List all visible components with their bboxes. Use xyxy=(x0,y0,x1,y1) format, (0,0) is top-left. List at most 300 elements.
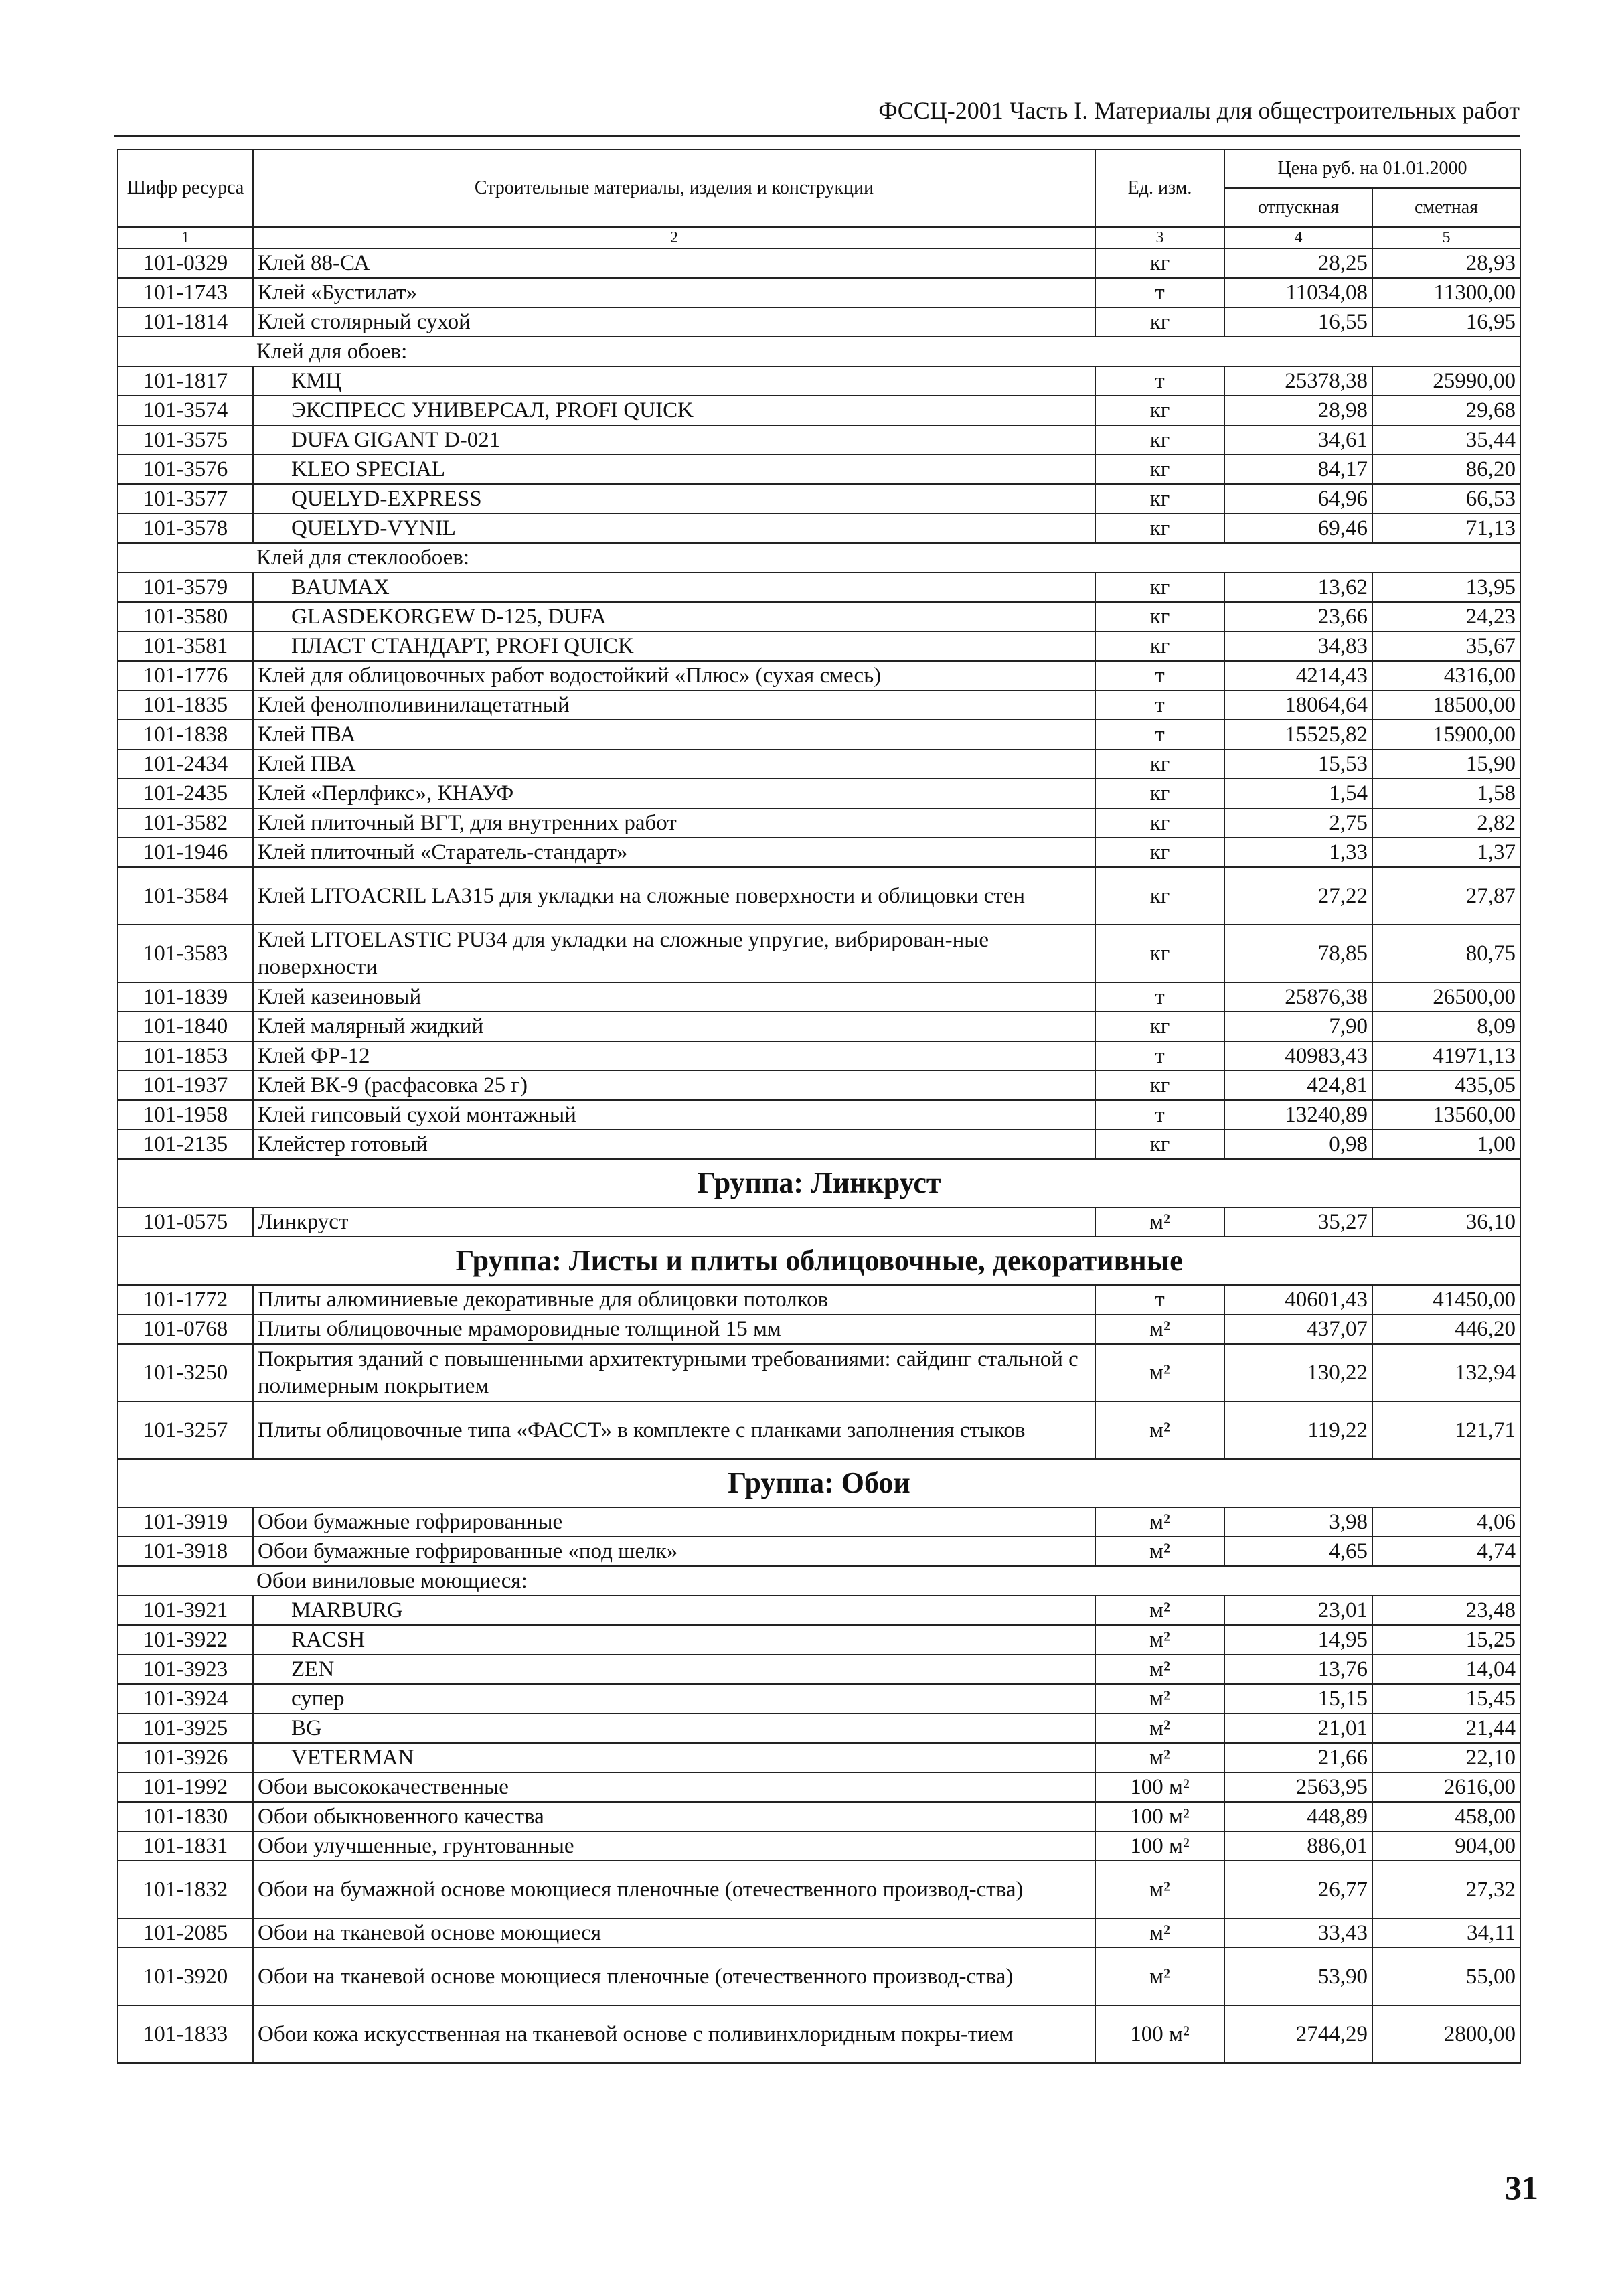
table-body xyxy=(118,248,1520,2063)
table-row xyxy=(118,1596,1520,1625)
release-price: 78,85 xyxy=(1224,925,1372,982)
material-name: KLEO SPECIAL xyxy=(253,455,1095,484)
header-estimate: сметная xyxy=(1372,188,1520,227)
estimate-price: 15,45 xyxy=(1372,1684,1520,1713)
table-row xyxy=(118,1802,1520,1831)
release-price: 33,43 xyxy=(1224,1918,1372,1948)
material-name: супер xyxy=(253,1684,1095,1713)
unit-of-measure: кг xyxy=(1095,396,1224,425)
release-price: 40601,43 xyxy=(1224,1285,1372,1314)
table-row xyxy=(118,779,1520,808)
estimate-price: 13560,00 xyxy=(1372,1100,1520,1130)
resource-code: 101-0575 xyxy=(118,1207,253,1237)
material-name: Обои на тканевой основе моющиеся xyxy=(253,1918,1095,1948)
estimate-price: 446,20 xyxy=(1372,1314,1520,1344)
material-name: Клей «Перлфикс», КНАУФ xyxy=(253,779,1095,808)
table-row xyxy=(118,1100,1520,1130)
resource-code: 101-1992 xyxy=(118,1772,253,1802)
release-price: 18064,64 xyxy=(1224,690,1372,720)
estimate-price: 18500,00 xyxy=(1372,690,1520,720)
material-name: Клей плиточный ВГТ, для внутренних работ xyxy=(253,808,1095,838)
release-price: 21,66 xyxy=(1224,1743,1372,1772)
price-table xyxy=(117,149,1521,2064)
estimate-price: 41971,13 xyxy=(1372,1041,1520,1071)
table-row xyxy=(118,808,1520,838)
material-name: DUFA GIGANT D-021 xyxy=(253,425,1095,455)
release-price: 2563,95 xyxy=(1224,1772,1372,1802)
unit-of-measure: кг xyxy=(1095,514,1224,543)
estimate-price: 4,74 xyxy=(1372,1537,1520,1566)
unit-of-measure: м² xyxy=(1095,1713,1224,1743)
release-price: 15525,82 xyxy=(1224,720,1372,749)
estimate-price: 55,00 xyxy=(1372,1948,1520,2005)
material-name: BG xyxy=(253,1713,1095,1743)
unit-of-measure: 100 м² xyxy=(1095,1831,1224,1861)
unit-of-measure: т xyxy=(1095,1041,1224,1071)
material-name: MARBURG xyxy=(253,1596,1095,1625)
estimate-price: 41450,00 xyxy=(1372,1285,1520,1314)
resource-code: 101-3580 xyxy=(118,602,253,631)
table-row xyxy=(118,455,1520,484)
estimate-price: 28,93 xyxy=(1372,248,1520,278)
unit-of-measure: 100 м² xyxy=(1095,1802,1224,1831)
release-price: 1,54 xyxy=(1224,779,1372,808)
subheading-row xyxy=(118,1566,1520,1596)
release-price: 34,61 xyxy=(1224,425,1372,455)
release-price: 14,95 xyxy=(1224,1625,1372,1655)
unit-of-measure: т xyxy=(1095,1285,1224,1314)
resource-code: 101-2135 xyxy=(118,1130,253,1159)
unit-of-measure: м² xyxy=(1095,1401,1224,1459)
resource-code: 101-3257 xyxy=(118,1401,253,1459)
material-name: Обои обыкновенного качества xyxy=(253,1802,1095,1831)
unit-of-measure: кг xyxy=(1095,1130,1224,1159)
table-row xyxy=(118,1012,1520,1041)
header-name: Строительные материалы, изделия и конструкции xyxy=(253,149,1095,227)
unit-of-measure: 100 м² xyxy=(1095,2005,1224,2063)
material-name: Клей ФР-12 xyxy=(253,1041,1095,1071)
material-name: Покрытия зданий с повышенными архитектурными требованиями: сайдинг стальной с полимерным покрытием xyxy=(253,1344,1095,1401)
material-name: Клей LITOELASTIC PU34 для укладки на сложные упругие, вибрирован-ные поверхности xyxy=(253,925,1095,982)
release-price: 130,22 xyxy=(1224,1344,1372,1401)
estimate-price: 23,48 xyxy=(1372,1596,1520,1625)
estimate-price: 15900,00 xyxy=(1372,720,1520,749)
resource-code: 101-1817 xyxy=(118,366,253,396)
resource-code: 101-0329 xyxy=(118,248,253,278)
resource-code: 101-3575 xyxy=(118,425,253,455)
unit-of-measure: м² xyxy=(1095,1743,1224,1772)
estimate-price: 1,58 xyxy=(1372,779,1520,808)
resource-code: 101-1814 xyxy=(118,307,253,337)
table-row xyxy=(118,514,1520,543)
header-price: Цена руб. на 01.01.2000 xyxy=(1224,149,1520,188)
estimate-price: 4316,00 xyxy=(1372,661,1520,690)
table-row xyxy=(118,867,1520,925)
unit-of-measure: кг xyxy=(1095,631,1224,661)
material-name: Клей LITOACRIL LA315 для укладки на сложные поверхности и облицовки стен xyxy=(253,867,1095,925)
resource-code: 101-3919 xyxy=(118,1507,253,1537)
unit-of-measure: кг xyxy=(1095,838,1224,867)
unit-of-measure: кг xyxy=(1095,808,1224,838)
material-name: Плиты алюминиевые декоративные для облицовки потолков xyxy=(253,1285,1095,1314)
unit-of-measure: кг xyxy=(1095,307,1224,337)
unit-of-measure: м² xyxy=(1095,1207,1224,1237)
unit-of-measure: м² xyxy=(1095,1314,1224,1344)
resource-code: 101-3584 xyxy=(118,867,253,925)
table-row xyxy=(118,925,1520,982)
estimate-price: 132,94 xyxy=(1372,1344,1520,1401)
material-name: Клей ПВА xyxy=(253,720,1095,749)
material-name: Клей для облицовочных работ водостойкий «Плюс» (сухая смесь) xyxy=(253,661,1095,690)
material-name: ЭКСПРЕСС УНИВЕРСАЛ, PROFI QUICK xyxy=(253,396,1095,425)
table-row xyxy=(118,572,1520,602)
estimate-price: 4,06 xyxy=(1372,1507,1520,1537)
material-name: Клей плиточный «Старатель-стандарт» xyxy=(253,838,1095,867)
estimate-price: 1,00 xyxy=(1372,1130,1520,1159)
unit-of-measure: кг xyxy=(1095,925,1224,982)
unit-of-measure: т xyxy=(1095,278,1224,307)
material-name: Обои высококачественные xyxy=(253,1772,1095,1802)
unit-of-measure: кг xyxy=(1095,455,1224,484)
material-name: Клей фенолполивинилацетатный xyxy=(253,690,1095,720)
resource-code: 101-3582 xyxy=(118,808,253,838)
table-row xyxy=(118,1071,1520,1100)
release-price: 64,96 xyxy=(1224,484,1372,514)
material-name: Клей ПВА xyxy=(253,749,1095,779)
estimate-price: 121,71 xyxy=(1372,1401,1520,1459)
resource-code: 101-1831 xyxy=(118,1831,253,1861)
resource-code: 101-3577 xyxy=(118,484,253,514)
table-row xyxy=(118,690,1520,720)
resource-code: 101-1839 xyxy=(118,982,253,1012)
unit-of-measure: кг xyxy=(1095,248,1224,278)
resource-code: 101-3574 xyxy=(118,396,253,425)
column-number: 1 xyxy=(118,227,253,248)
estimate-price: 2616,00 xyxy=(1372,1772,1520,1802)
release-price: 1,33 xyxy=(1224,838,1372,867)
table-row xyxy=(118,1713,1520,1743)
group-title: Группа: Листы и плиты облицовочные, декоративные xyxy=(118,1237,1520,1285)
estimate-price: 35,44 xyxy=(1372,425,1520,455)
estimate-price: 66,53 xyxy=(1372,484,1520,514)
unit-of-measure: м² xyxy=(1095,1625,1224,1655)
table-row xyxy=(118,484,1520,514)
table-row xyxy=(118,1743,1520,1772)
table-row xyxy=(118,425,1520,455)
material-name: Клей столярный сухой xyxy=(253,307,1095,337)
material-name: Клей гипсовый сухой монтажный xyxy=(253,1100,1095,1130)
material-name: Плиты облицовочные типа «ФАССТ» в комплекте с планками заполнения стыков xyxy=(253,1401,1095,1459)
resource-code: 101-1958 xyxy=(118,1100,253,1130)
unit-of-measure: т xyxy=(1095,661,1224,690)
resource-code: 101-3922 xyxy=(118,1625,253,1655)
page-number: 31 xyxy=(1505,2169,1538,2206)
resource-code: 101-1853 xyxy=(118,1041,253,1071)
estimate-price: 15,90 xyxy=(1372,749,1520,779)
release-price: 437,07 xyxy=(1224,1314,1372,1344)
release-price: 53,90 xyxy=(1224,1948,1372,2005)
resource-code: 101-1776 xyxy=(118,661,253,690)
estimate-price: 2,82 xyxy=(1372,808,1520,838)
table-row xyxy=(118,838,1520,867)
estimate-price: 904,00 xyxy=(1372,1831,1520,1861)
estimate-price: 86,20 xyxy=(1372,455,1520,484)
resource-code: 101-1840 xyxy=(118,1012,253,1041)
release-price: 0,98 xyxy=(1224,1130,1372,1159)
table-row xyxy=(118,366,1520,396)
release-price: 2,75 xyxy=(1224,808,1372,838)
material-name: RACSH xyxy=(253,1625,1095,1655)
table-row xyxy=(118,602,1520,631)
unit-of-measure: кг xyxy=(1095,425,1224,455)
unit-of-measure: 100 м² xyxy=(1095,1772,1224,1802)
release-price: 35,27 xyxy=(1224,1207,1372,1237)
release-price: 15,15 xyxy=(1224,1684,1372,1713)
estimate-price: 16,95 xyxy=(1372,307,1520,337)
unit-of-measure: кг xyxy=(1095,602,1224,631)
resource-code: 101-3576 xyxy=(118,455,253,484)
table-row xyxy=(118,661,1520,690)
unit-of-measure: м² xyxy=(1095,1507,1224,1537)
resource-code: 101-1835 xyxy=(118,690,253,720)
table-row xyxy=(118,1537,1520,1566)
table-row xyxy=(118,1344,1520,1401)
table-row xyxy=(118,396,1520,425)
resource-code: 101-2434 xyxy=(118,749,253,779)
material-name: Клейстер готовый xyxy=(253,1130,1095,1159)
resource-code: 101-3920 xyxy=(118,1948,253,2005)
header-unit: Ед. изм. xyxy=(1095,149,1224,227)
estimate-price: 27,87 xyxy=(1372,867,1520,925)
unit-of-measure: кг xyxy=(1095,572,1224,602)
material-name: Обои бумажные гофрированные xyxy=(253,1507,1095,1537)
material-name: Клей ВК-9 (расфасовка 25 г) xyxy=(253,1071,1095,1100)
table-row xyxy=(118,1207,1520,1237)
unit-of-measure: т xyxy=(1095,720,1224,749)
material-name: GLASDEKORGEW D-125, DUFA xyxy=(253,602,1095,631)
table-row xyxy=(118,749,1520,779)
table-row xyxy=(118,1655,1520,1684)
unit-of-measure: м² xyxy=(1095,1596,1224,1625)
release-price: 16,55 xyxy=(1224,307,1372,337)
resource-code: 101-3579 xyxy=(118,572,253,602)
resource-code: 101-3250 xyxy=(118,1344,253,1401)
unit-of-measure: кг xyxy=(1095,484,1224,514)
material-name: QUELYD-VYNIL xyxy=(253,514,1095,543)
material-name: Клей малярный жидкий xyxy=(253,1012,1095,1041)
unit-of-measure: кг xyxy=(1095,1012,1224,1041)
estimate-price: 435,05 xyxy=(1372,1071,1520,1100)
material-name: Обои бумажные гофрированные «под шелк» xyxy=(253,1537,1095,1566)
material-name: Обои улучшенные, грунтованные xyxy=(253,1831,1095,1861)
unit-of-measure: кг xyxy=(1095,867,1224,925)
estimate-price: 21,44 xyxy=(1372,1713,1520,1743)
estimate-price: 26500,00 xyxy=(1372,982,1520,1012)
material-name: VETERMAN xyxy=(253,1743,1095,1772)
table-row xyxy=(118,1684,1520,1713)
table-row xyxy=(118,1772,1520,1802)
material-name: BAUMAX xyxy=(253,572,1095,602)
resource-code: 101-3924 xyxy=(118,1684,253,1713)
material-name: Обои на бумажной основе моющиеся пленочные (отечественного производ-ства) xyxy=(253,1861,1095,1918)
group-header-row xyxy=(118,1459,1520,1507)
release-price: 84,17 xyxy=(1224,455,1372,484)
estimate-price: 14,04 xyxy=(1372,1655,1520,1684)
group-header-row xyxy=(118,1159,1520,1207)
unit-of-measure: т xyxy=(1095,366,1224,396)
resource-code: 101-1832 xyxy=(118,1861,253,1918)
unit-of-measure: м² xyxy=(1095,1861,1224,1918)
release-price: 886,01 xyxy=(1224,1831,1372,1861)
unit-of-measure: т xyxy=(1095,982,1224,1012)
estimate-price: 8,09 xyxy=(1372,1012,1520,1041)
table-row xyxy=(118,278,1520,307)
estimate-price: 35,67 xyxy=(1372,631,1520,661)
release-price: 69,46 xyxy=(1224,514,1372,543)
estimate-price: 25990,00 xyxy=(1372,366,1520,396)
resource-code: 101-1833 xyxy=(118,2005,253,2063)
unit-of-measure: м² xyxy=(1095,1344,1224,1401)
table-row xyxy=(118,1625,1520,1655)
resource-code: 101-3918 xyxy=(118,1537,253,1566)
release-price: 7,90 xyxy=(1224,1012,1372,1041)
resource-code: 101-1830 xyxy=(118,1802,253,1831)
unit-of-measure: т xyxy=(1095,690,1224,720)
release-price: 34,83 xyxy=(1224,631,1372,661)
estimate-price: 29,68 xyxy=(1372,396,1520,425)
estimate-price: 80,75 xyxy=(1372,925,1520,982)
release-price: 4214,43 xyxy=(1224,661,1372,690)
table-row xyxy=(118,1861,1520,1918)
column-number: 3 xyxy=(1095,227,1224,248)
estimate-price: 458,00 xyxy=(1372,1802,1520,1831)
release-price: 13,76 xyxy=(1224,1655,1372,1684)
column-number: 2 xyxy=(253,227,1095,248)
estimate-price: 24,23 xyxy=(1372,602,1520,631)
release-price: 448,89 xyxy=(1224,1802,1372,1831)
estimate-price: 27,32 xyxy=(1372,1861,1520,1918)
unit-of-measure: кг xyxy=(1095,1071,1224,1100)
table-row xyxy=(118,1918,1520,1948)
estimate-price: 2800,00 xyxy=(1372,2005,1520,2063)
unit-of-measure: м² xyxy=(1095,1684,1224,1713)
estimate-price: 71,13 xyxy=(1372,514,1520,543)
release-price: 3,98 xyxy=(1224,1507,1372,1537)
unit-of-measure: м² xyxy=(1095,1537,1224,1566)
subheading-row xyxy=(118,543,1520,572)
resource-code: 101-0768 xyxy=(118,1314,253,1344)
release-price: 2744,29 xyxy=(1224,2005,1372,2063)
table-row xyxy=(118,982,1520,1012)
column-number: 5 xyxy=(1372,227,1520,248)
running-header: ФССЦ-2001 Часть I. Материалы для общестроительных работ xyxy=(114,86,1520,137)
table-row xyxy=(118,1948,1520,2005)
resource-code: 101-1772 xyxy=(118,1285,253,1314)
material-name: КМЦ xyxy=(253,366,1095,396)
resource-code: 101-1946 xyxy=(118,838,253,867)
material-name: ПЛАСТ СТАНДАРТ, PROFI QUICK xyxy=(253,631,1095,661)
release-price: 4,65 xyxy=(1224,1537,1372,1566)
release-price: 28,98 xyxy=(1224,396,1372,425)
resource-code: 101-1838 xyxy=(118,720,253,749)
header-release: отпускная xyxy=(1224,188,1372,227)
resource-code: 101-3581 xyxy=(118,631,253,661)
release-price: 25876,38 xyxy=(1224,982,1372,1012)
table-row xyxy=(118,1507,1520,1537)
unit-of-measure: м² xyxy=(1095,1918,1224,1948)
resource-code: 101-1743 xyxy=(118,278,253,307)
estimate-price: 13,95 xyxy=(1372,572,1520,602)
material-name: Клей казеиновый xyxy=(253,982,1095,1012)
release-price: 28,25 xyxy=(1224,248,1372,278)
table-row xyxy=(118,631,1520,661)
resource-code: 101-2435 xyxy=(118,779,253,808)
resource-code: 101-3921 xyxy=(118,1596,253,1625)
table-row xyxy=(118,1831,1520,1861)
table-row xyxy=(118,2005,1520,2063)
subheading-label: Обои виниловые моющиеся: xyxy=(118,1566,1520,1596)
material-name: Обои кожа искусственная на тканевой основе с поливинхлоридным покры-тием xyxy=(253,2005,1095,2063)
subheading-label: Клей для стеклообоев: xyxy=(118,543,1520,572)
header-code: Шифр ресурса xyxy=(118,149,253,227)
release-price: 13,62 xyxy=(1224,572,1372,602)
table-row xyxy=(118,248,1520,278)
group-header-row xyxy=(118,1237,1520,1285)
table-row xyxy=(118,1130,1520,1159)
estimate-price: 11300,00 xyxy=(1372,278,1520,307)
subheading-label: Клей для обоев: xyxy=(118,337,1520,366)
material-name: Обои на тканевой основе моющиеся пленочные (отечественного производ-ства) xyxy=(253,1948,1095,2005)
material-name: Клей 88-СА xyxy=(253,248,1095,278)
material-name: Клей «Бустилат» xyxy=(253,278,1095,307)
table-row xyxy=(118,1401,1520,1459)
release-price: 11034,08 xyxy=(1224,278,1372,307)
resource-code: 101-2085 xyxy=(118,1918,253,1948)
resource-code: 101-3923 xyxy=(118,1655,253,1684)
resource-code: 101-3583 xyxy=(118,925,253,982)
table-row xyxy=(118,1285,1520,1314)
release-price: 27,22 xyxy=(1224,867,1372,925)
material-name: Плиты облицовочные мраморовидные толщиной 15 мм xyxy=(253,1314,1095,1344)
unit-of-measure: кг xyxy=(1095,779,1224,808)
material-name: Линкруст xyxy=(253,1207,1095,1237)
release-price: 26,77 xyxy=(1224,1861,1372,1918)
subheading-row xyxy=(118,337,1520,366)
table-row xyxy=(118,307,1520,337)
estimate-price: 15,25 xyxy=(1372,1625,1520,1655)
estimate-price: 22,10 xyxy=(1372,1743,1520,1772)
material-name: ZEN xyxy=(253,1655,1095,1684)
resource-code: 101-3926 xyxy=(118,1743,253,1772)
resource-code: 101-3578 xyxy=(118,514,253,543)
release-price: 40983,43 xyxy=(1224,1041,1372,1071)
group-title: Группа: Линкруст xyxy=(118,1159,1520,1207)
release-price: 23,66 xyxy=(1224,602,1372,631)
material-name: QUELYD-EXPRESS xyxy=(253,484,1095,514)
estimate-price: 1,37 xyxy=(1372,838,1520,867)
release-price: 119,22 xyxy=(1224,1401,1372,1459)
resource-code: 101-1937 xyxy=(118,1071,253,1100)
unit-of-measure: кг xyxy=(1095,749,1224,779)
release-price: 15,53 xyxy=(1224,749,1372,779)
table-row xyxy=(118,1314,1520,1344)
release-price: 21,01 xyxy=(1224,1713,1372,1743)
unit-of-measure: м² xyxy=(1095,1655,1224,1684)
group-title: Группа: Обои xyxy=(118,1459,1520,1507)
release-price: 23,01 xyxy=(1224,1596,1372,1625)
table-row xyxy=(118,1041,1520,1071)
column-number: 4 xyxy=(1224,227,1372,248)
